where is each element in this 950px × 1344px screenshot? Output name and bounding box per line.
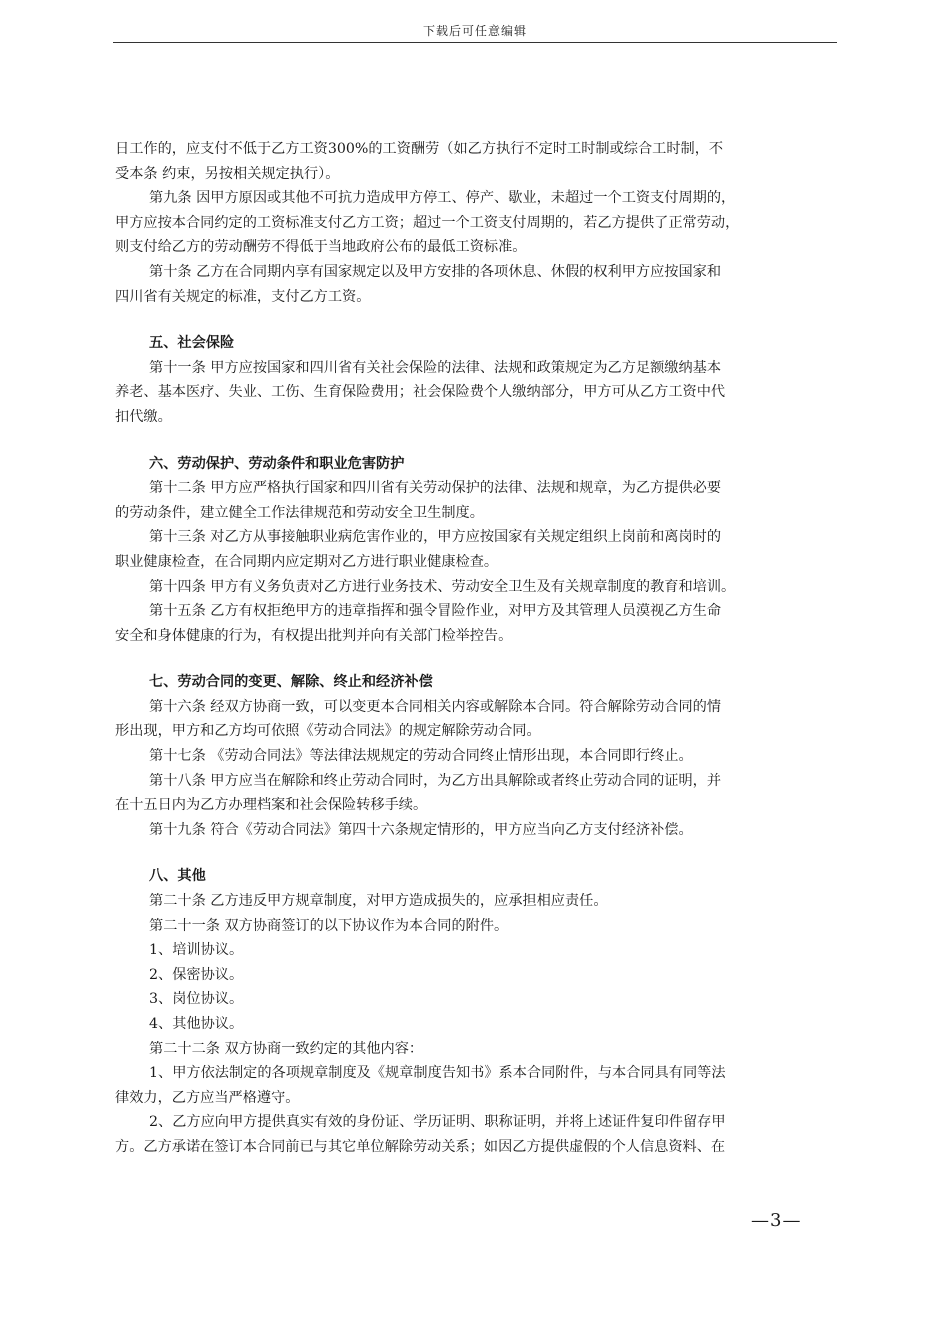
text-line: 第二十二条 双方协商一致约定的其他内容： [149,1040,424,1057]
text-line: 第十条 乙方在合同期内享有国家规定以及甲方安排的各项休息、休假的权利甲方应按国家和 [149,263,722,280]
text-line: 律效力，乙方应当严格遵守。 [115,1089,300,1106]
text-line: 第十六条 经双方协商一致，可以变更本合同相关内容或解除本合同。符合解除劳动合同的情 [149,698,722,715]
text-line: 四川省有关规定的标准，支付乙方工资。 [115,288,371,305]
section-spacer [115,430,837,452]
text-line: 则支付给乙方的劳动酬劳不得低于当地政府公布的最低工资标准。 [115,239,527,256]
text-line: 扣代缴。 [115,408,172,425]
page-header: 下载后可任意编辑 [422,24,527,38]
text-line: 1、培训协议。 [149,942,244,959]
text-line: 养老、基本医疗、失业、工伤、生育保险费用；社会保险费个人缴纳部分，甲方可从乙方工资中代 [115,384,726,401]
text-line: 3、岗位协议。 [149,991,244,1008]
text-line: 受本条 约束，另按相关规定执行）。 [115,165,340,182]
text-line: 第二十条 乙方违反甲方规章制度，对甲方造成损失的，应承担相应责任。 [149,893,608,910]
text-line: 甲方应按本合同约定的工资标准支付乙方工资；超过一个工资支付周期的，若乙方提供了正常劳动， [115,214,740,231]
section-heading: 五、社会保险 [149,335,235,352]
text-line: 第十四条 甲方有义务负责对乙方进行业务技术、劳动安全卫生及有关规章制度的教育和培训。 [149,578,736,595]
text-line: 在十五日内为乙方办理档案和社会保险转移手续。 [115,797,428,814]
header-divider [113,42,837,43]
text-line: 第十七条 《劳动合同法》等法律法规规定的劳动合同终止情形出现，本合同即行终止。 [149,748,693,765]
section-heading: 七、劳动合同的变更、解除、终止和经济补偿 [149,674,433,691]
document-body [115,137,837,1160]
text-line: 第十九条 符合《劳动合同法》第四十六条规定情形的，甲方应当向乙方支付经济补偿。 [149,821,693,838]
text-line: 第二十一条 双方协商签订的以下协议作为本合同的附件。 [149,917,509,934]
text-line: 形出现，甲方和乙方均可依照《劳动合同法》的规定解除劳动合同。 [115,723,541,740]
text-line: 2、乙方应向甲方提供真实有效的身份证、学历证明、职称证明，并将上述证件复印件留存甲 [149,1114,726,1131]
text-line: 的劳动条件，建立健全工作法律规范和劳动安全卫生制度。 [115,504,484,521]
text-line: 安全和身体健康的行为，有权提出批判并向有关部门检举控告。 [115,627,513,644]
text-line: 2、保密协议。 [149,966,244,983]
text-line: 第十一条 甲方应按国家和四川省有关社会保险的法律、法规和政策规定为乙方足额缴纳基本 [149,359,722,376]
text-line: 日工作的，应支付不低于乙方工资300%的工资酬劳（如乙方执行不定时工时制或综合工时制，不 [115,141,724,157]
section-spacer [115,309,837,331]
text-line: 第十三条 对乙方从事接触职业病危害作业的，甲方应按国家有关规定组织上岗前和离岗时的 [149,529,722,546]
section-spacer [115,842,837,864]
section-heading: 八、其他 [149,868,206,885]
text-line: 1、甲方依法制定的各项规章制度及《规章制度告知书》系本合同附件，与本合同具有同等法 [149,1065,726,1082]
section-heading: 六、劳动保护、劳动条件和职业危害防护 [149,455,405,472]
section-spacer [115,648,837,670]
text-line: 第九条 因甲方原因或其他不可抗力造成甲方停工、停产、歇业，未超过一个工资支付周期的， [149,190,736,207]
text-line: 第十二条 甲方应严格执行国家和四川省有关劳动保护的法律、法规和规章，为乙方提供必要 [149,480,722,497]
page-number: —3— [751,1210,802,1231]
text-line: 职业健康检查，在合同期内应定期对乙方进行职业健康检查。 [115,553,499,570]
text-line: 方。乙方承诺在签订本合同前已与其它单位解除劳动关系；如因乙方提供虚假的个人信息资料、在 [115,1138,726,1155]
text-line: 4、其他协议。 [149,1016,244,1032]
text-line: 第十五条 乙方有权拒绝甲方的违章指挥和强令冒险作业，对甲方及其管理人员漠视乙方生命 [149,603,722,620]
text-line: 第十八条 甲方应当在解除和终止劳动合同时，为乙方出具解除或者终止劳动合同的证明，并 [149,772,722,789]
